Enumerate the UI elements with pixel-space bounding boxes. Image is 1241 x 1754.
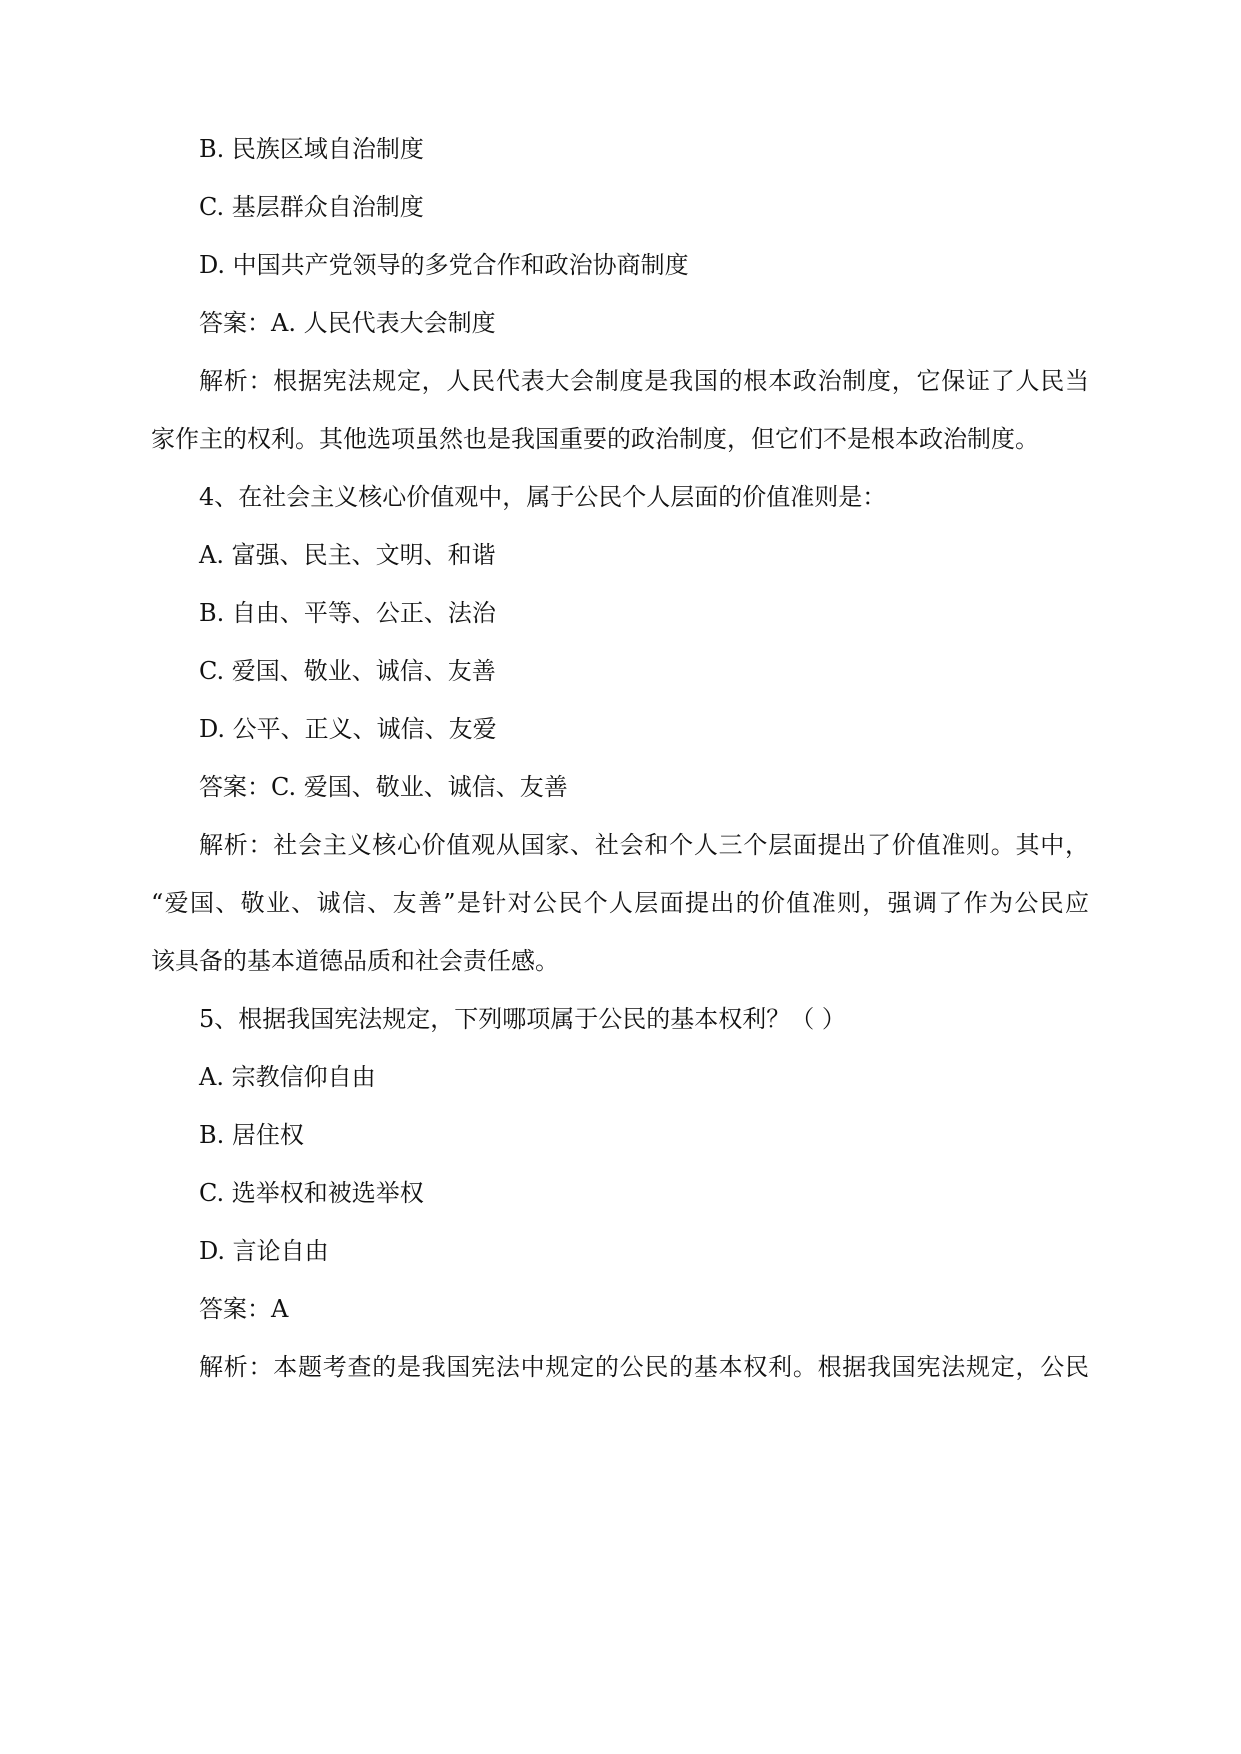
q4-explanation-line-1: 解析：社会主义核心价值观从国家、社会和个人三个层面提出了价值准则。其中，: [199, 831, 1089, 859]
q3-explanation-line-2: 家作主的权利。其他选项虽然也是我国重要的政治制度，但它们不是根本政治制度。: [151, 425, 1039, 453]
q3-option-c: C. 基层群众自治制度: [199, 193, 424, 221]
q4-explanation-line-3: 该具备的基本道德品质和社会责任感。: [151, 947, 559, 975]
q3-option-b: B. 民族区域自治制度: [199, 135, 424, 163]
q4-option-d: D. 公平、正义、诚信、友爱: [199, 715, 497, 743]
q5-answer: 答案：A: [199, 1295, 289, 1323]
q4-explanation-line-2: “爱国、敬业、诚信、友善”是针对公民个人层面提出的价值准则，强调了作为公民应: [151, 889, 1089, 917]
q4-question: 4、在社会主义核心价值观中，属于公民个人层面的价值准则是：: [199, 483, 887, 511]
q3-answer: 答案：A. 人民代表大会制度: [199, 309, 496, 337]
q5-option-d: D. 言论自由: [199, 1237, 329, 1265]
q3-explanation-line-1: 解析：根据宪法规定，人民代表大会制度是我国的根本政治制度，它保证了人民当: [199, 367, 1089, 395]
q5-option-a: A. 宗教信仰自由: [199, 1063, 376, 1091]
q4-option-b: B. 自由、平等、公正、法治: [199, 599, 496, 627]
q3-option-d: D. 中国共产党领导的多党合作和政治协商制度: [199, 251, 689, 279]
q4-option-c: C. 爱国、敬业、诚信、友善: [199, 657, 496, 685]
q5-question: 5、根据我国宪法规定，下列哪项属于公民的基本权利？（ ）: [199, 1005, 846, 1033]
q5-explanation-line-1: 解析：本题考查的是我国宪法中规定的公民的基本权利。根据我国宪法规定，公民: [199, 1353, 1089, 1381]
q5-option-b: B. 居住权: [199, 1121, 304, 1149]
q4-option-a: A. 富强、民主、文明、和谐: [199, 541, 496, 569]
q4-answer: 答案：C. 爱国、敬业、诚信、友善: [199, 773, 568, 801]
q5-option-c: C. 选举权和被选举权: [199, 1179, 424, 1207]
